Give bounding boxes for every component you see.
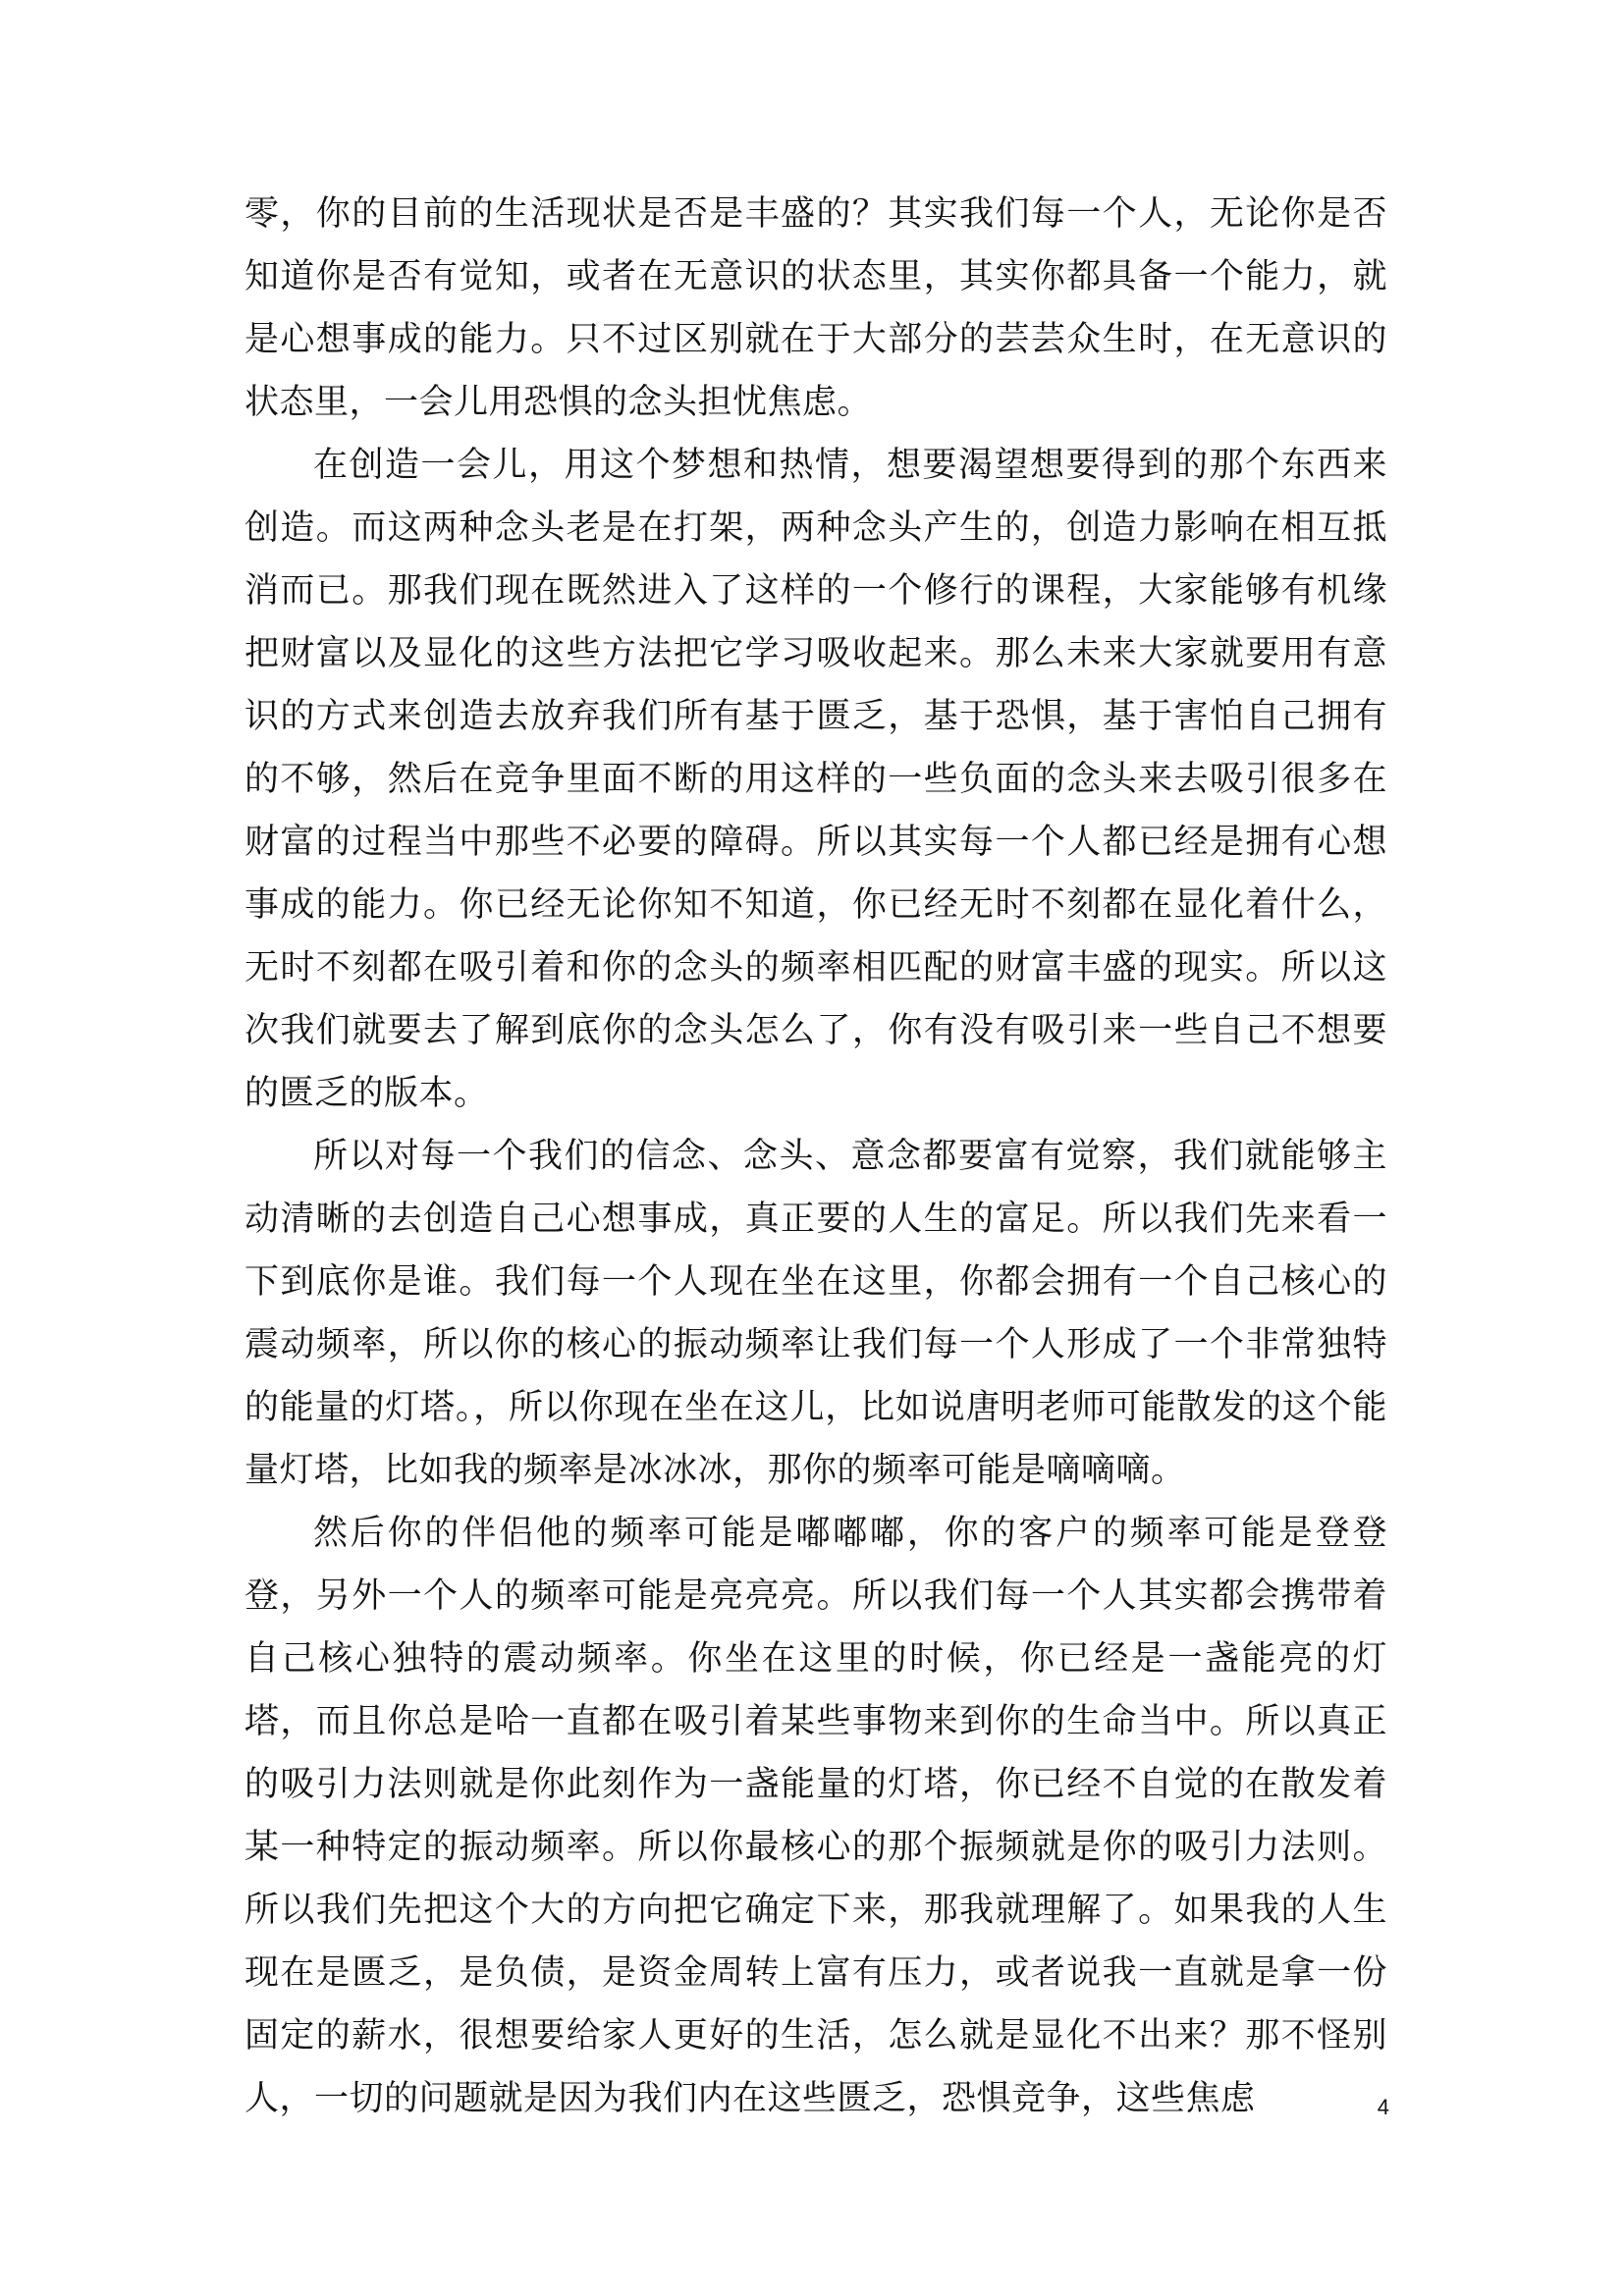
page-number: 4 bbox=[1377, 2095, 1389, 2119]
paragraph-1: 零，你的目前的生活现状是否是丰盛的？其实我们每一个人，无论你是否知道你是否有觉知，或者在无意识的状态里，其实你都具备一个能力，就是心想事成的能力。只不过区别就在于大部分的芸芸众生时，在无意识的状态里，一会儿用恐惧的念头担忧焦虑。 bbox=[244, 194, 1387, 422]
body-text bbox=[244, 183, 1387, 2130]
paragraph-2: 在创造一会儿，用这个梦想和热情，想要渴望想要得到的那个东西来创造。而这两种念头老是在打架，两种念头产生的，创造力影响在相互抵消而已。那我们现在既然进入了这样的一个修行的课程，大家能够有机缘把财富以及显化的这些方法把它学习吸收起来。那么未来大家就要用有意识的方式来创造去放弃我们所有基于匮乏，基于恐惧，基于害怕自己拥有的不够，然后在竞争里面不断的用这样的一些负面的念头来去吸引很多在财富的过程当中那些不必要的障碍。所以其实每一个人都已经是拥有心想事成的能力。你已经无论你知不知道，你已经无时不刻都在显化着什么，无时不刻都在吸引着和你的念头的频率相匹配的财富丰盛的现实。所以这次我们就要去了解到底你的念头怎么了，你有没有吸引来一些自己不想要的匮乏的版本。 bbox=[244, 446, 1387, 1113]
paragraph-3: 所以对每一个我们的信念、念头、意念都要富有觉察，我们就能够主动清晰的去创造自己心想事成，真正要的人生的富足。所以我们先来看一下到底你是谁。我们每一个人现在坐在这里，你都会拥有一个自己核心的震动频率，所以你的核心的振动频率让我们每一个人形成了一个非常独特的能量的灯塔。，所以你现在坐在这儿，比如说唐明老师可能散发的这个能量灯塔，比如我的频率是冰冰冰，那你的频率可能是嘀嘀嘀。 bbox=[244, 1137, 1387, 1490]
paragraph-4: 然后你的伴侣他的频率可能是嘟嘟嘟，你的客户的频率可能是登登登，另外一个人的频率可能是亮亮亮。所以我们每一个人其实都会携带着自己核心独特的震动频率。你坐在这里的时候，你已经是一盏能亮的灯塔，而且你总是哈一直都在吸引着某些事物来到你的生命当中。所以真正的吸引力法则就是你此刻作为一盏能量的灯塔，你已经不自觉的在散发着某一种特定的振动频率。所以你最核心的那个振频就是你的吸引力法则。所以我们先把这个大的方向把它确定下来，那我就理解了。如果我的人生现在是匮乏，是负债，是资金周转上富有压力，或者说我一直就是拿一份固定的薪水，很想要给家人更好的生活，怎么就是显化不出来？那不怪别人，一切的问题就是因为我们内在这些匮乏，恐惧竞争，这些焦虑 bbox=[244, 1514, 1387, 2118]
